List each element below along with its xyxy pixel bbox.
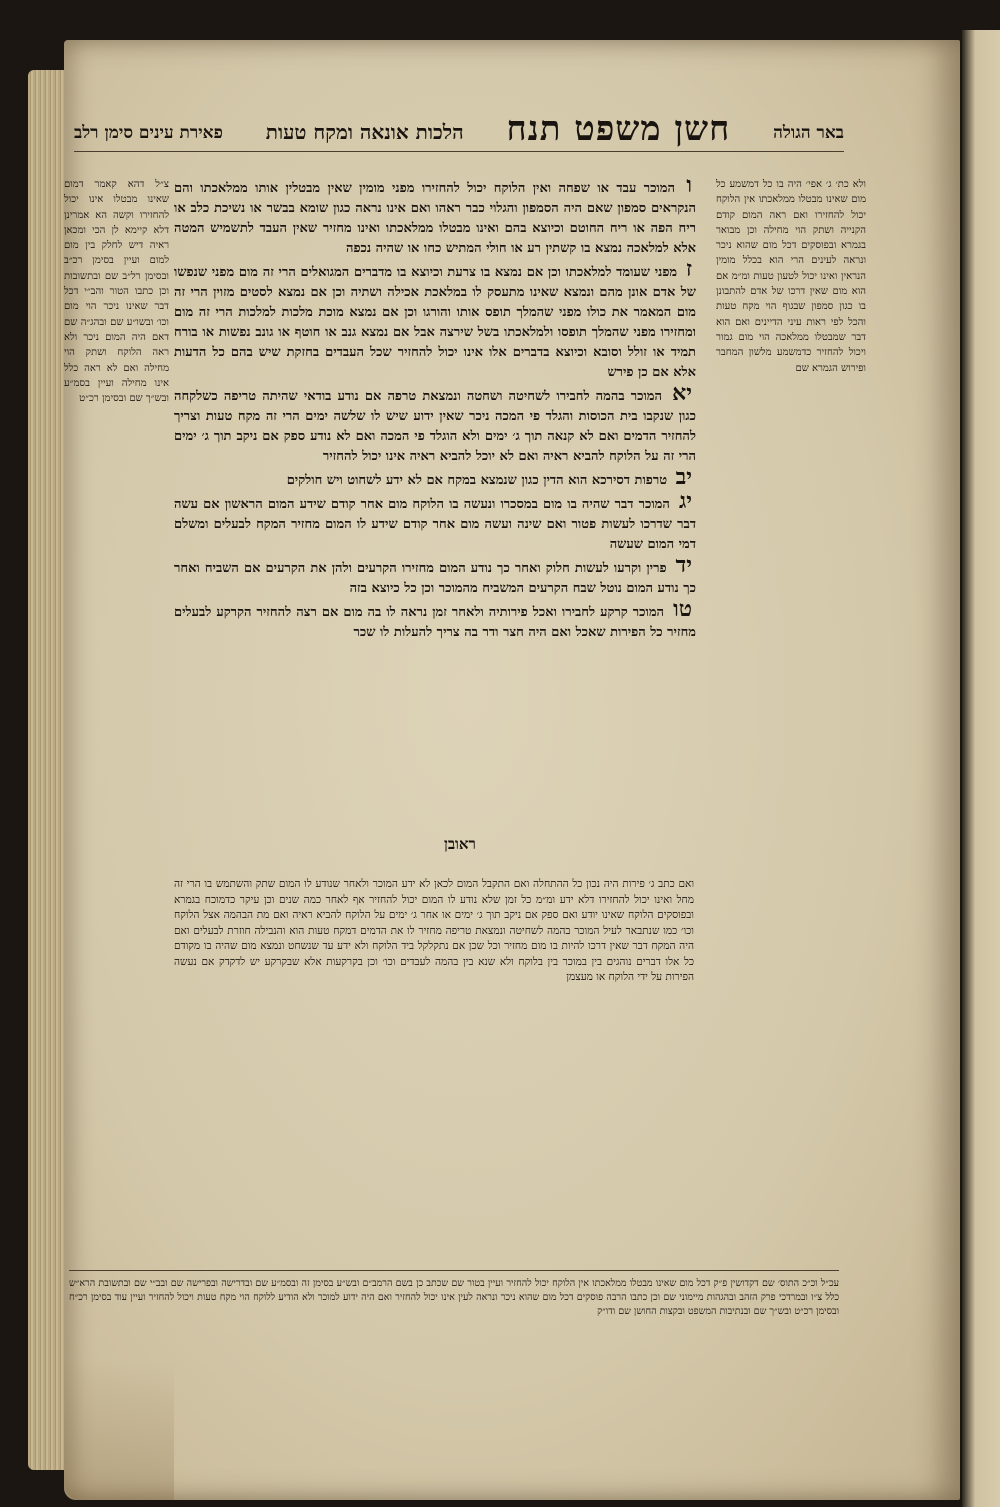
- paragraph-marker: יא: [672, 380, 693, 406]
- paragraph: [174, 488, 696, 555]
- paragraph: [174, 596, 696, 643]
- paragraph-marker: ו: [686, 175, 692, 198]
- paragraph-text: פרין וקרעו לעשות חלוק ואחר כך נודע המום מחזירו הקרעים ולהן את הקרעים אם השביח ואחר כך נודע המום נוטל שבח הקרעים המשביח מהמוכר וכן כל כיוצא בזה: [174, 561, 696, 596]
- paragraph-marker: יב: [675, 464, 692, 490]
- header-right-small: פאירת עינים סימן רלב: [74, 123, 223, 143]
- paragraph-marker: טו: [673, 596, 692, 622]
- paragraph-marker: יד: [675, 552, 692, 578]
- lower-commentary-text: ואם כתב ג׳ פירות היה נכון כל ההתחלה ואם התקבל המום לכאן לא ידע המוכר ולאחר שנודע לו המום שתק והשתמש בו הרי זה מחל ואינו יכול להחזירו דלא ידע ומ״מ כל זמן שלא נודע לו המום יכול להחזיר אף לאחר כמה שנים וכן עיקר כדמוכח בגמרא ובפוסקים הלוקח שאינו יודע ואם ספק אם ניקב תוך ג׳ ימים או אחר ג׳ ימים על הלוקח להביא ראיה ואם מת הבהמה אצל הלוקח וכו׳ כמו שנתבאר לעיל המוכר בהמה לשחיטה ונמצאת טריפה מחזיר לו את הדמים דמקח טעות הוא והנבילה חוזרת לבעלים ואם היה המקח דבר שאין דרכו להיות בו מום מחזיר וכל שכן אם נתקלקל ביד הלוקח ולא ידע עד שנשחט ונמצא מום שהיה בו מקודם כל אלו דברים נוהגים בין במוכר בין בלוקח ולא שנא בין בהמה לעבדים וכו׳ וכן בקרקעות אלא שבקרקע יש לדקדק אם נעשה הפירות על ידי הלוקח או מעצמן: [174, 878, 694, 983]
- lower-commentary: [174, 877, 694, 1257]
- paragraph-text: מפני שעומד למלאכתו וכן אם נמצא בו צרעת וכיוצא בו מדברים המגואלים הרי זה מום מפני שנפשו של אדם אונן מהם ונמצא שאינו מתעסק לו במלאכת אכילה ושתיה וכן אם נמצא לסטים מזוין הרי זה מום המאמר את כולו מפני שהמלך תופס אותו והורגו וכן אם נמצא מוכת מלכות למלכות הרי זה מום ומחזירו מפני שהמלך תופסו ולמלאכתו בשל שירצה אבל אם נמצא גנב או חוטף או גונב נפשות או בורח תמיד או זולל וסובא וכיוצא בדברים אלו אינו יכול להחזיר שכל העבדים בחזקת שיש בהם כל הדעות אלא אם כן פירש: [174, 265, 696, 380]
- paragraph: [174, 464, 696, 491]
- page-header: [74, 89, 844, 152]
- page-content: [64, 85, 866, 1435]
- paragraph-marker: יג: [678, 488, 692, 514]
- footnotes: [69, 1270, 839, 1452]
- paragraph-text: המוכר בהמה לחבירו לשחיטה ושחטה ונמצאת טרפה אם נודע בודאי שהיתה טריפה כשלקחה כגון שנקבו בית הכוסות והגלד פי המכה ניכר שאין ידוע שיש לו שלשה ימים הרי זה מקח טעות וצריך להחזיר הדמים ואם לא קנאה תוך ג׳ ימים ולא הוגלד פי המכה ואם לא נודע ספק אם ניקב תוך ג׳ ימים הרי זה על הלוקח להביא ראיה ואם לא יוכל להביא ראיה אינו יכול להחזיר: [174, 389, 696, 464]
- paragraph-text: טרפות דסירכא הוא הדין כגון שנמצא במקח אם לא ידע לשחוט ויש חולקים: [286, 473, 668, 488]
- paragraph-text: המוכר עבד או שפחה ואין הלוקח יכול להחזירו מפני מומין שאין מבטלין אותו ממלאכתו והם הנקראים סמפון שאם היה הסמפון והגלוי כבר ראהו ואם אינו נראה כגון שומא בבשר או נשיכת כלב או ריח הפה או ריח החוטם וכיוצא בהם ואינו מבטלו ממלאכתו ואינו מחזיר שאין העבד לתשמיש המטה אלא למלאכה נמצא בו קשתין רע או חולי המתיש כחו או שהיה נכפה: [174, 181, 696, 256]
- paragraph: [174, 256, 696, 383]
- paragraph: [174, 380, 696, 467]
- left-commentary: [64, 177, 169, 1297]
- paragraph-text: המוכר קרקע לחבירו ואכל פירותיה ולאחר זמן נראה לו בה מום אם רצה להחזיר הקרקע לבעלים מחזיר כל הפירות שאכל ואם היה חצר ודר בה צריך להעלות לו שכר: [174, 605, 696, 640]
- footnotes-text: עכ״ל וכ״כ התוס׳ שם דקדושין פ״ק דכל מום שאינו מבטלו ממלאכתו אין הלוקח יכול להחזיר ועיין בטור שם שכתב כן בשם הרמב״ם ובש״ע בסימן זה ובסמ״ע שם ובדרישה ובפרישה שם ובב״י שם ובתשובת הרא״ש כלל צ״ו ובמרדכי פרק הזהב ובהגהות מיימוני שם וכן כתבו הרבה פוסקים דכל מום שהוא ניכר ונראה לעין אינו יכול להחזיר ואם היה ידוע למוכר ולא הודיע ללוקח הוי מקח טעות ויכול להחזיר ועיין עוד בסימן רכ״ח ובסימן רכ״ט ובש״ך שם ובנתיבות המשפט ובקצות החושן שם ודו״ק: [69, 1278, 839, 1318]
- header-left-small: באר הגולה: [773, 123, 844, 143]
- paragraph: [174, 552, 696, 599]
- right-commentary-text: ולא כת׳ ג׳ אפי׳ היה בו כל דמשמע כל מום שאינו מבטלו ממלאכתו אין הלוקח יכול להחזירו ואם ראה המום קודם הקנייה ושתק הוי מחילה וכן מבואר בגמרא ובפוסקים דכל מום שהוא ניכר ונראה לעינים הרי הוא בכלל מומין הנראין ואינו יכול לטעון טעות ומ״מ אם הוא מום שאין דרכו של אדם להתבונן בו כגון סמפון שבגוף הוי מקח טעות והכל לפי ראות עיני הדיינים ואם הוא דבר שמבטלו ממלאכה הוי מום גמור ויכול להחזיר כדמשמע מלשון המחבר ופירוש הגמרא שם: [716, 179, 866, 374]
- signature-word: ראובן: [444, 835, 476, 853]
- left-commentary-text: צ״ל דהא קאמר דמום שאינו מבטלו אינו יכול להחזירו וקשה הא אמרינן דלא קיימא לן הכי ומכאן ראיה דיש לחלק בין מום למום ועיין בסימן רכ״ב ובסימן רל״ב שם ובתשובות וכן כתבו הטור והב״י דכל דבר שאינו ניכר הוי מום וכו׳ ובשו״ע שם ובהג״ה שם דאם היה המום ניכר ולא ראה הלוקח ושתק הוי מחילה ואם לא ראה כלל אינו מחילה ועיין בסמ״ע ובש״ך שם ובסימן רכ״ט: [64, 179, 169, 405]
- right-commentary: [716, 177, 866, 1297]
- next-page-edge: [962, 30, 1000, 1507]
- page-corner-shadow: [64, 1360, 174, 1500]
- header-title: חשן משפט תנח: [506, 109, 731, 149]
- book-page: [64, 40, 960, 1500]
- main-text: [174, 175, 696, 865]
- header-right-title: הלכות אונאה ומקח טעות: [265, 120, 464, 144]
- paragraph-text: המוכר דבר שהיה בו מום במסכרו ונעשה בו הלוקח מום אחר קודם שידע המום הראשון אם עשה דבר שדרכו לעשות פטור ואם שינה ועשה מום אחר קודם שידע לו המום מחזיר המקח לבעלים ומשלם דמי המום שעשה: [174, 497, 696, 552]
- paragraph-marker: ז: [685, 256, 692, 282]
- paragraph: [174, 175, 696, 259]
